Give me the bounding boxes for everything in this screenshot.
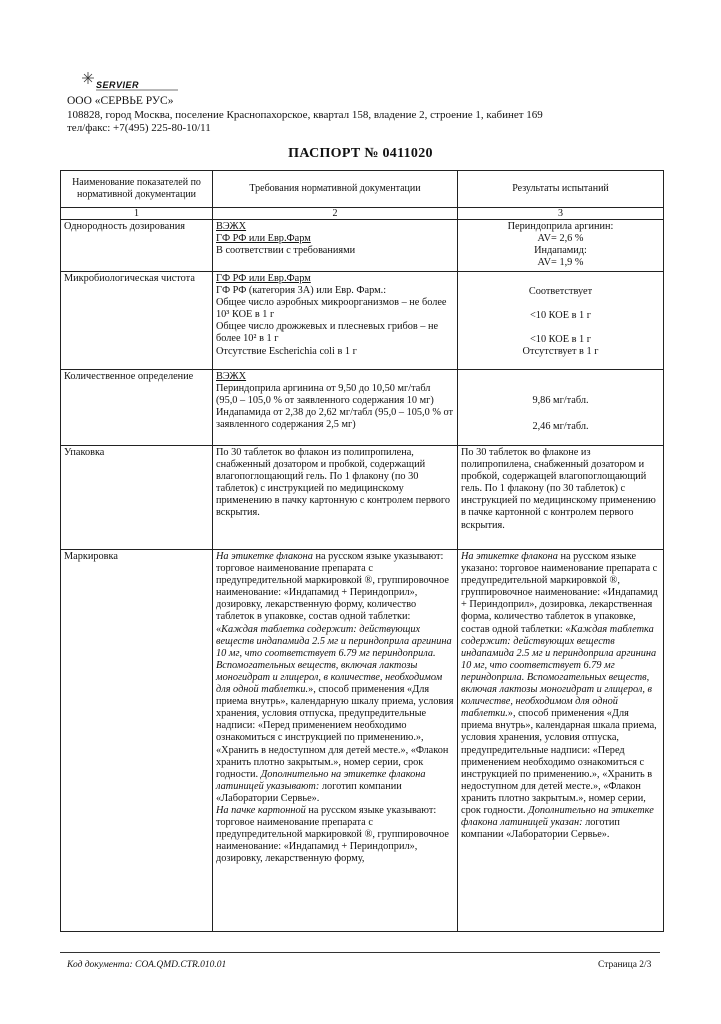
row-results (458, 550, 664, 932)
row-requirements: По 30 таблеток во флакон из полипропилена, снабженный дозатором и пробкой, содержащий влагопоглощающий гель. По 1 флакону (по 30 таблеток) с инструкцией по медицинскому применению в пачку картонную с контролем первого вскрытия. (213, 446, 458, 550)
rich-text-segment: На этикетке флакона (461, 551, 558, 562)
row-requirements (213, 220, 458, 272)
col-number: 2 (213, 208, 458, 220)
pharmacopoeia-label: ГФ РФ или Евр.Фарм (216, 273, 311, 284)
table-row (61, 370, 664, 446)
row-requirements (213, 370, 458, 446)
requirement-text: Общее число дрожжевых и плесневых грибов – не более 10² в 1 г (216, 321, 439, 345)
table-row (61, 446, 664, 550)
table-row (61, 272, 664, 370)
page-number: Страница 2/3 (598, 960, 652, 970)
header-col-2: Требования нормативной документации (213, 171, 458, 208)
row-results: По 30 таблеток во флаконе из полипропилена, снабженный дозатором и пробкой, содержащей влагопоглощающий гель. По 1 флакону (по 30 таблеток) с инструкцией по медицинскому применению в пачке картонной с контролем первого вскрытия. (458, 446, 664, 550)
result-text: Индапамид: (534, 245, 587, 257)
result-text: <10 КОЕ в 1 г (530, 310, 591, 322)
pharmacopoeia-label: ГФ РФ или Евр.Фарм (216, 233, 311, 245)
method-label: ВЭЖХ (216, 371, 247, 382)
row-name: Упаковка (61, 446, 213, 550)
rich-text-segment: Каждая таблетка содержит: действующих веществ индапамида 2.5 мг и периндоприла аргинина 10 мг, что соответствует 6.79 мг периндоприла. Вспомогательных веществ, включая лактозы моногидрат и глицерол, в количестве, необходимом для одной таблетки. (216, 623, 452, 696)
rich-text-segment: », способ применения «Для приема внутрь», календарную шкалу приема, условия хранения, условия отпуска, предупредительные надписи: «Перед применением необходимо ознакомиться с инструкцией по применению.», «Хранить в недоступном для детей месте.», «Флакон хранить плотно закрытым.», номер серии, срок годности. (216, 684, 454, 780)
rich-text-segment: логотип компании «Лаборатории Сервье». (216, 780, 402, 804)
rich-text-segment: На пачке картонной (216, 804, 306, 816)
row-requirements (213, 550, 458, 932)
rich-text-segment: на русском языке указывают: торговое наименование препарата с предупредительной маркировкой ®, группировочное наименование: «Индапамид + Периндоприл», дозировку, лекарственную форму, количество таблеток в упаковке, состав одной таблетки: « (216, 551, 449, 635)
requirement-text: Отсутствие Escherichia coli в 1 г (216, 345, 357, 357)
document-code: Код документа: COA.QMD.CTR.010.01 (67, 960, 227, 970)
header-col-3: Результаты испытаний (458, 171, 664, 208)
rich-text-segment: Дополнительно на этикетке флакона латиницей указывают: (216, 768, 426, 792)
result-text: 2,46 мг/табл. (532, 421, 589, 433)
result-text: Периндоприла аргинин: (507, 221, 614, 232)
company-name: ООО «СЕРВЬЕ РУС» (67, 95, 174, 107)
requirement-text: Индапамида от 2,38 до 2,62 мг/табл (95,0 – 105,0 % от заявленного содержания 2,5 мг) (216, 407, 453, 431)
rich-text-segment: », способ применения «Для приема внутрь», календарная шкала приема, условия хранения, условия отпуска, предупредительные надписи: «Перед применением необходимо ознакомиться с инструкцией по применению.», «Хранить в недоступном для детей месте.», «Флакон хранить плотно закрытым.», номер серии, срок годности. (461, 708, 657, 816)
rich-text-segment: Дополнительно на этикетке флакона латиницей указан: (461, 804, 654, 829)
col-number: 1 (61, 208, 213, 220)
passport-table (60, 170, 664, 932)
result-text: AV= 2,6 % (537, 233, 584, 245)
rich-text-segment: на русском языке указывают: торговое наименование препарата с предупредительной маркировкой ®, группировочное наименование: «Индапамид + Периндоприл», дозировку, лекарственную форму, (216, 804, 449, 865)
header-col-1: Наименование показателей по нормативной документации (61, 171, 213, 208)
row-name: Микробиологическая чистота (61, 272, 213, 370)
company-phone: тел/факс: +7(495) 225-80-10/11 (67, 122, 211, 134)
row-results (458, 272, 664, 370)
requirement-text: ГФ РФ (категория 3А) или Евр. Фарм.: (216, 285, 387, 297)
row-requirements (213, 272, 458, 370)
row-results (458, 370, 664, 446)
logo-text: SERVIER (96, 80, 140, 90)
result-text: <10 КОЕ в 1 г (530, 334, 591, 346)
method-label: ВЭЖХ (216, 221, 247, 232)
result-text: Отсутствует в 1 г (522, 346, 599, 358)
table-row (61, 550, 664, 932)
result-text: Соответствует (528, 286, 593, 297)
page-title: ПАСПОРТ № 0411020 (288, 146, 433, 161)
requirement-text: Периндоприла аргинина от 9,50 до 10,50 мг/табл (95,0 – 105,0 % от заявленного содержания 10 мг) (216, 383, 434, 407)
rich-text-segment: Каждая таблетка содержит: действующих веществ индапамида 2.5 мг и периндоприла аргинина 10 мг, что соответствует 6.79 мг периндоприла. Вспомогательных веществ, включая лактозы моногидрат и глицерол, в количестве, необходимом для одной таблетки. (461, 623, 657, 720)
column-number-row (61, 208, 664, 220)
footer-rule (60, 952, 660, 953)
table-header-row (61, 171, 664, 208)
table-row (61, 220, 664, 272)
result-text: AV= 1,9 % (537, 257, 584, 269)
company-address: 108828, город Москва, поселение Краснопахорское, квартал 158, владение 2, строение 1, кабинет 169 (67, 109, 543, 121)
result-text: 9,86 мг/табл. (532, 395, 589, 406)
rich-text-segment: на русском языке указано: торговое наименование препарата с предупредительной маркировкой ®, группировочное наименование: «Индапамид + Периндоприл», дозировка, лекарственная форма, количество таблеток в упаковке, состав одной таблетки: « (461, 551, 658, 635)
requirement-text: Общее число аэробных микроорганизмов – не более 10³ КОЕ в 1 г (216, 297, 447, 321)
col-number: 3 (458, 208, 664, 220)
row-results (458, 220, 664, 272)
rich-text-segment: На этикетке флакона (216, 551, 313, 562)
row-name: Количественное определение (61, 370, 213, 446)
row-name: Однородность дозирования (61, 220, 213, 272)
requirement-text: В соответствии с требованиями (216, 245, 356, 257)
row-name: Маркировка (61, 550, 213, 932)
rich-text-segment: логотип компании «Лаборатории Сервье». (461, 817, 620, 841)
